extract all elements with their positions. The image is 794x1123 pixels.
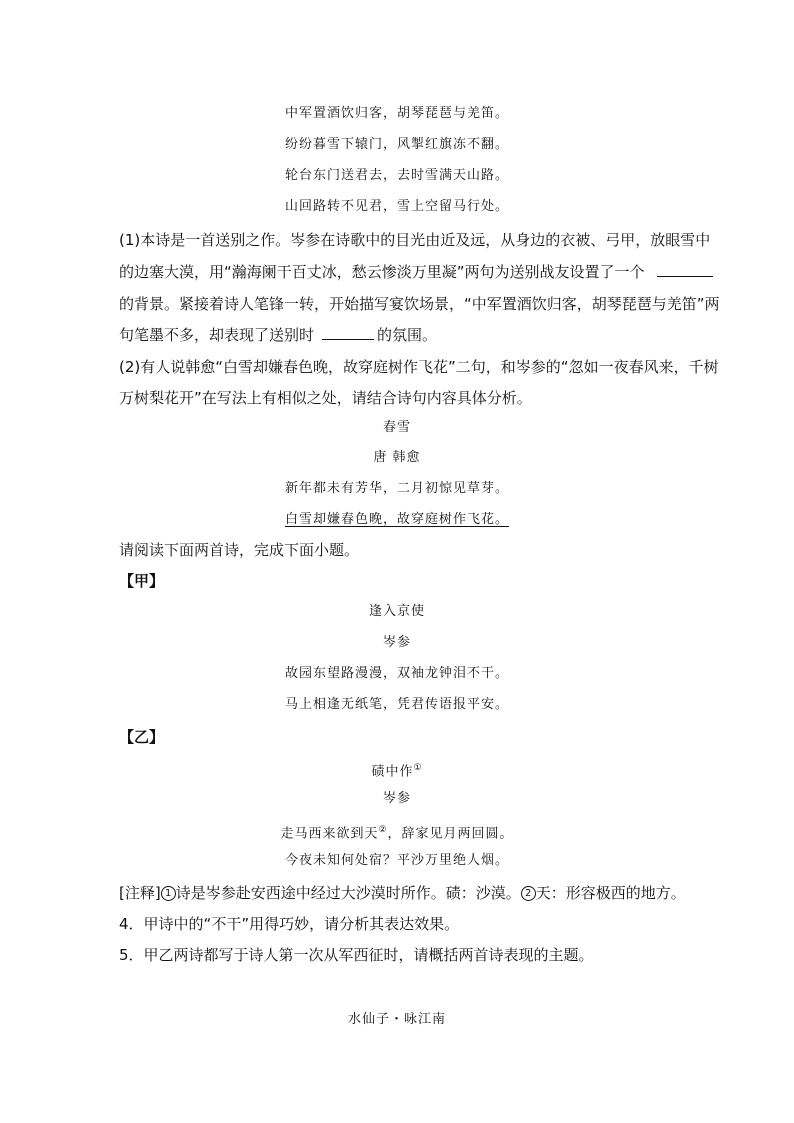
poem-line-underlined: 白雪却嫌春色晚，故穿庭树作飞花。 xyxy=(284,512,509,527)
poem-line xyxy=(0,821,794,843)
instruction-text: 请阅读下面两首诗，完成下面小题。 xyxy=(119,541,360,559)
poem-line: 今夜未知何处宿？平沙万里绝人烟。 xyxy=(284,853,509,868)
section-label-jia: 【甲】 xyxy=(119,572,165,590)
annotation xyxy=(119,883,686,903)
question-1-text: 的氛围。 xyxy=(377,326,438,344)
question-1-line-2 xyxy=(119,262,679,282)
poem-author: 岑参 xyxy=(382,635,411,650)
footnote-number: 2 xyxy=(521,886,536,901)
footnote-number: 1 xyxy=(161,886,176,901)
section-label-yi: 【乙】 xyxy=(119,728,165,746)
poem-line: 中军置酒饮归客，胡琴琵琶与羌笛。 xyxy=(284,106,509,121)
question-5: 5．甲乙两诗都写于诗人第一次从军西征时，请概括两首诗表现的主题。 xyxy=(119,946,594,964)
question-1-line-3: 的背景。紧接着诗人笔锋一转，开始描写宴饮场景，“中军置酒饮归客，胡琴琵琶与羌笛”两 xyxy=(119,295,720,313)
poem-title-text: 碛中作 xyxy=(371,764,414,780)
answer-blank[interactable] xyxy=(322,325,374,340)
poem-line-text: 走马西来欲到天 xyxy=(280,826,379,842)
poem-line: 故园东望路漫漫，双袖龙钟泪不干。 xyxy=(284,666,509,681)
poem-line: 轮台东门送君去，去时雪满天山路。 xyxy=(284,168,509,183)
question-2-line-1: (2)有人说韩愈“白雪却嫌春色晚，故穿庭树作飞花”二句，和岑参的“忽如一夜春风来，千树 xyxy=(119,358,719,376)
next-poem-title: 水仙子・咏江南 xyxy=(347,1012,446,1027)
poem-line: 纷纷暮雪下辕门，风掣红旗冻不翻。 xyxy=(284,137,509,152)
answer-blank[interactable] xyxy=(657,262,713,277)
poem-title: 逢入京使 xyxy=(368,604,425,619)
poem-title xyxy=(0,759,794,781)
poem-line: 新年都未有芳华，二月初惊见草芽。 xyxy=(284,481,509,496)
poem-author: 唐 韩愈 xyxy=(373,450,421,465)
question-1-line-4 xyxy=(119,325,679,345)
poem-line: 山回路转不见君，雪上空留马行处。 xyxy=(284,199,509,214)
footnote-marker: ① xyxy=(413,763,423,773)
annotation-note: 诗是岑参赴安西途中经过大沙漠时所作。碛：沙漠。 xyxy=(175,884,521,902)
poem-line xyxy=(0,511,794,529)
poem-line-text: ，辞家见月两回圆。 xyxy=(387,826,514,842)
question-1-text: 的边塞大漠，用“瀚海阑干百丈冰，愁云惨淡万里凝”两句为送别战友设置了一个 xyxy=(119,263,645,281)
poem-author: 岑参 xyxy=(382,791,411,806)
poem-title: 春雪 xyxy=(382,420,411,435)
question-1-line-1: (1)本诗是一首送别之作。岑参在诗歌中的目光由近及远，从身边的衣被、弓甲，放眼雪中 xyxy=(119,231,711,249)
question-4: 4．甲诗中的“不干”用得巧妙，请分析其表达效果。 xyxy=(119,915,460,933)
footnote-marker: ② xyxy=(378,825,388,835)
annotation-note: 天：形容极西的地方。 xyxy=(535,884,686,902)
annotation-prefix: [注释] xyxy=(119,884,161,902)
question-2-line-2: 万树梨花开”在写法上有相似之处，请结合诗句内容具体分析。 xyxy=(119,389,532,407)
poem-line: 马上相逢无纸笔，凭君传语报平安。 xyxy=(284,697,509,712)
question-1-text: 句笔墨不多，却表现了送别时 xyxy=(119,326,315,344)
